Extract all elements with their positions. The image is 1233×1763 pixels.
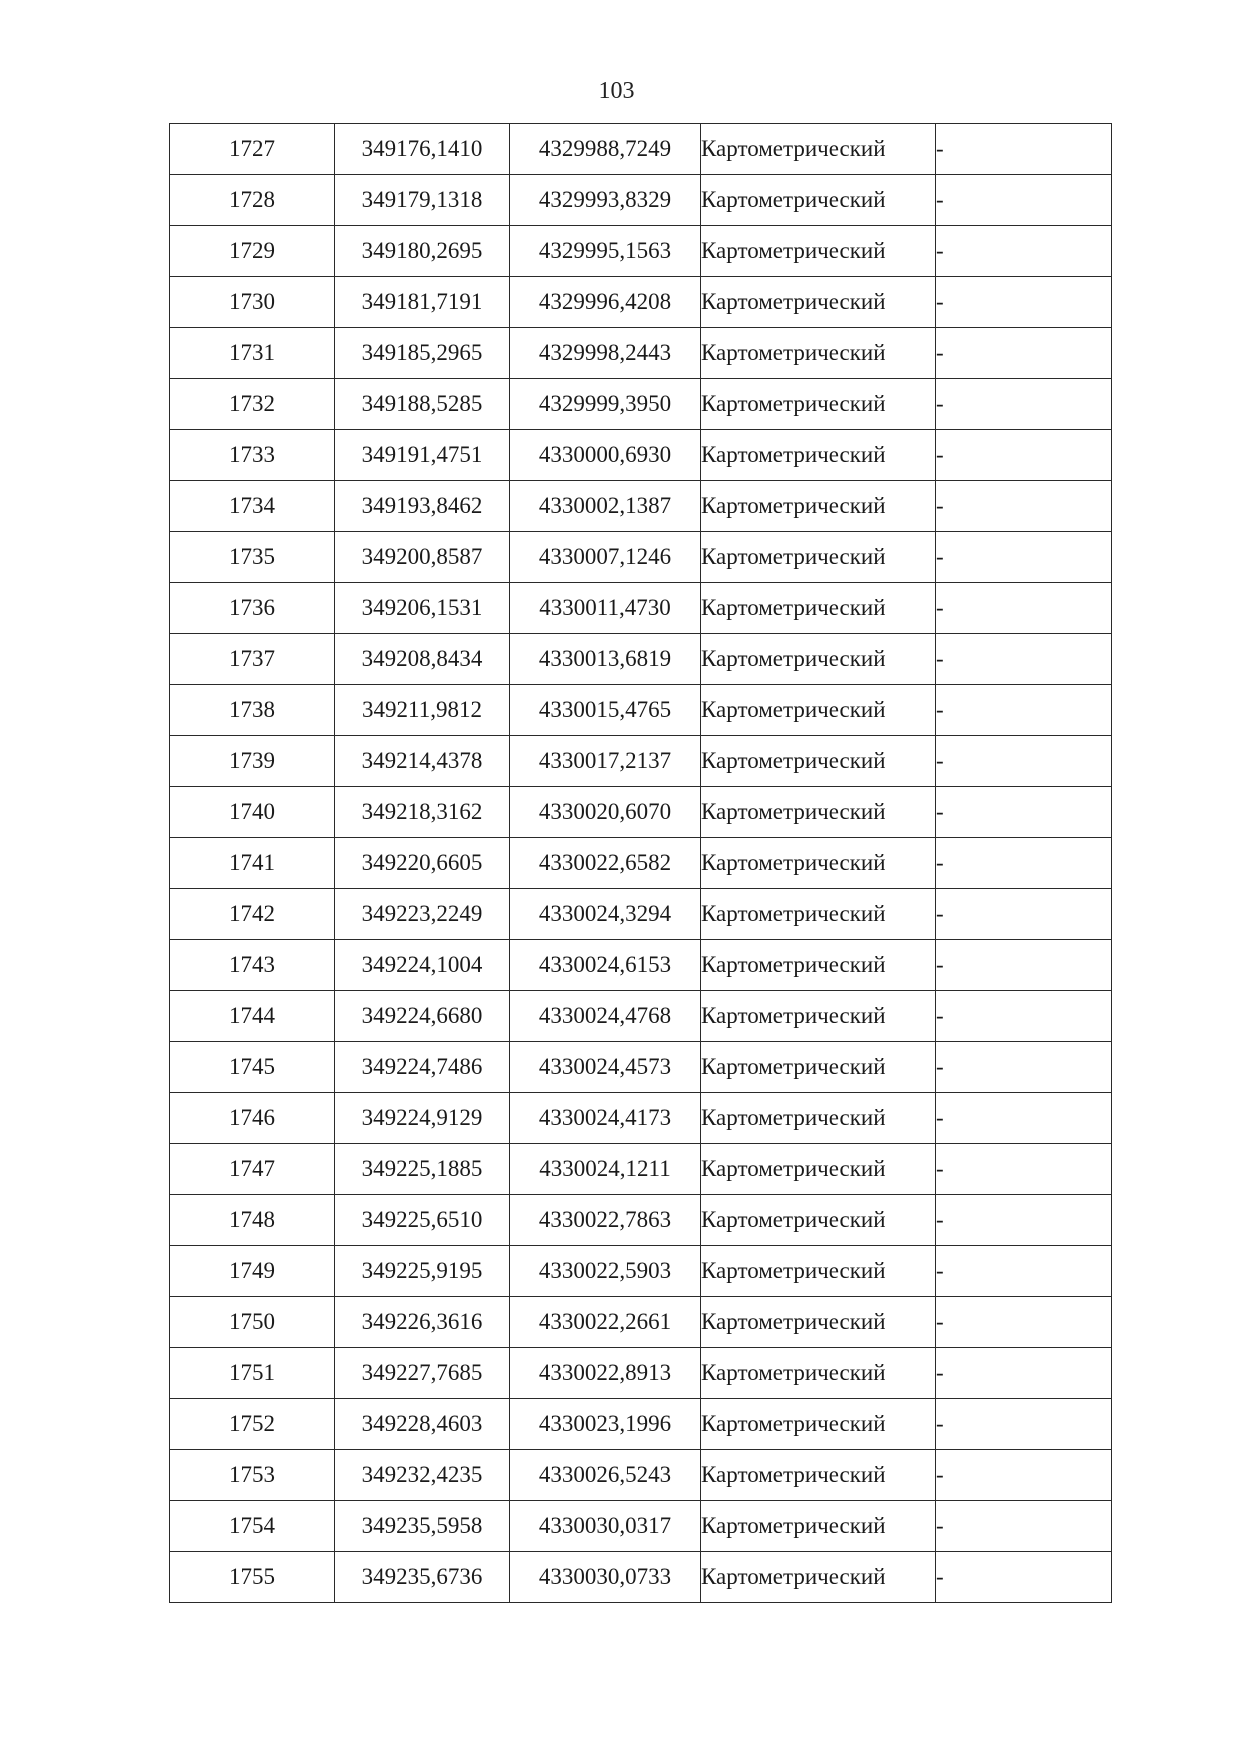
point-number-cell: 1729 <box>170 226 335 277</box>
y-coordinate-cell: 4329999,3950 <box>510 379 701 430</box>
table-row <box>170 175 1112 226</box>
y-coordinate-cell: 4330024,4173 <box>510 1093 701 1144</box>
method-cell: Картометрический <box>701 328 936 379</box>
y-coordinate-cell: 4330022,5903 <box>510 1246 701 1297</box>
note-cell: - <box>936 226 1112 277</box>
note-cell: - <box>936 1195 1112 1246</box>
table-row <box>170 1348 1112 1399</box>
point-number-cell: 1739 <box>170 736 335 787</box>
coordinates-table <box>169 123 1112 1603</box>
y-coordinate-cell: 4330023,1996 <box>510 1399 701 1450</box>
table-row <box>170 1297 1112 1348</box>
y-coordinate-cell: 4329996,4208 <box>510 277 701 328</box>
table-row <box>170 277 1112 328</box>
method-cell: Картометрический <box>701 481 936 532</box>
x-coordinate-cell: 349191,4751 <box>335 430 510 481</box>
point-number-cell: 1734 <box>170 481 335 532</box>
table-row <box>170 1552 1112 1603</box>
note-cell: - <box>936 379 1112 430</box>
table-row <box>170 1195 1112 1246</box>
y-coordinate-cell: 4330002,1387 <box>510 481 701 532</box>
point-number-cell: 1748 <box>170 1195 335 1246</box>
method-cell: Картометрический <box>701 1042 936 1093</box>
note-cell: - <box>936 838 1112 889</box>
method-cell: Картометрический <box>701 1195 936 1246</box>
method-cell: Картометрический <box>701 736 936 787</box>
y-coordinate-cell: 4330024,6153 <box>510 940 701 991</box>
method-cell: Картометрический <box>701 1399 936 1450</box>
y-coordinate-cell: 4330030,0733 <box>510 1552 701 1603</box>
x-coordinate-cell: 349228,4603 <box>335 1399 510 1450</box>
method-cell: Картометрический <box>701 1093 936 1144</box>
x-coordinate-cell: 349225,1885 <box>335 1144 510 1195</box>
x-coordinate-cell: 349188,5285 <box>335 379 510 430</box>
point-number-cell: 1746 <box>170 1093 335 1144</box>
note-cell: - <box>936 124 1112 175</box>
table-row <box>170 1093 1112 1144</box>
point-number-cell: 1741 <box>170 838 335 889</box>
y-coordinate-cell: 4330000,6930 <box>510 430 701 481</box>
table-row <box>170 736 1112 787</box>
table-row <box>170 685 1112 736</box>
x-coordinate-cell: 349185,2965 <box>335 328 510 379</box>
point-number-cell: 1736 <box>170 583 335 634</box>
y-coordinate-cell: 4330026,5243 <box>510 1450 701 1501</box>
x-coordinate-cell: 349224,1004 <box>335 940 510 991</box>
x-coordinate-cell: 349224,6680 <box>335 991 510 1042</box>
table-row <box>170 430 1112 481</box>
table-row <box>170 991 1112 1042</box>
x-coordinate-cell: 349220,6605 <box>335 838 510 889</box>
y-coordinate-cell: 4330022,7863 <box>510 1195 701 1246</box>
table-row <box>170 940 1112 991</box>
coordinates-table-body <box>170 124 1112 1603</box>
note-cell: - <box>936 583 1112 634</box>
y-coordinate-cell: 4329998,2443 <box>510 328 701 379</box>
table-row <box>170 787 1112 838</box>
page-number: 103 <box>598 78 635 104</box>
point-number-cell: 1751 <box>170 1348 335 1399</box>
method-cell: Картометрический <box>701 430 936 481</box>
method-cell: Картометрический <box>701 1552 936 1603</box>
table-row <box>170 1501 1112 1552</box>
x-coordinate-cell: 349225,6510 <box>335 1195 510 1246</box>
point-number-cell: 1730 <box>170 277 335 328</box>
table-row <box>170 1042 1112 1093</box>
x-coordinate-cell: 349225,9195 <box>335 1246 510 1297</box>
table-row <box>170 532 1112 583</box>
table-row <box>170 226 1112 277</box>
table-row <box>170 481 1112 532</box>
point-number-cell: 1733 <box>170 430 335 481</box>
x-coordinate-cell: 349200,8587 <box>335 532 510 583</box>
method-cell: Картометрический <box>701 634 936 685</box>
x-coordinate-cell: 349226,3616 <box>335 1297 510 1348</box>
point-number-cell: 1727 <box>170 124 335 175</box>
x-coordinate-cell: 349176,1410 <box>335 124 510 175</box>
method-cell: Картометрический <box>701 1501 936 1552</box>
point-number-cell: 1732 <box>170 379 335 430</box>
table-row <box>170 1246 1112 1297</box>
table-row <box>170 379 1112 430</box>
point-number-cell: 1745 <box>170 1042 335 1093</box>
table-row <box>170 1399 1112 1450</box>
note-cell: - <box>936 481 1112 532</box>
table-row <box>170 583 1112 634</box>
method-cell: Картометрический <box>701 583 936 634</box>
point-number-cell: 1735 <box>170 532 335 583</box>
x-coordinate-cell: 349224,7486 <box>335 1042 510 1093</box>
method-cell: Картометрический <box>701 889 936 940</box>
x-coordinate-cell: 349224,9129 <box>335 1093 510 1144</box>
point-number-cell: 1728 <box>170 175 335 226</box>
y-coordinate-cell: 4330030,0317 <box>510 1501 701 1552</box>
note-cell: - <box>936 634 1112 685</box>
point-number-cell: 1752 <box>170 1399 335 1450</box>
method-cell: Картометрический <box>701 532 936 583</box>
note-cell: - <box>936 1042 1112 1093</box>
point-number-cell: 1755 <box>170 1552 335 1603</box>
note-cell: - <box>936 328 1112 379</box>
point-number-cell: 1743 <box>170 940 335 991</box>
y-coordinate-cell: 4330024,4573 <box>510 1042 701 1093</box>
method-cell: Картометрический <box>701 226 936 277</box>
note-cell: - <box>936 1144 1112 1195</box>
method-cell: Картометрический <box>701 277 936 328</box>
x-coordinate-cell: 349206,1531 <box>335 583 510 634</box>
y-coordinate-cell: 4330022,2661 <box>510 1297 701 1348</box>
point-number-cell: 1731 <box>170 328 335 379</box>
method-cell: Картометрический <box>701 1246 936 1297</box>
method-cell: Картометрический <box>701 1297 936 1348</box>
x-coordinate-cell: 349211,9812 <box>335 685 510 736</box>
method-cell: Картометрический <box>701 379 936 430</box>
method-cell: Картометрический <box>701 940 936 991</box>
point-number-cell: 1750 <box>170 1297 335 1348</box>
y-coordinate-cell: 4330024,3294 <box>510 889 701 940</box>
x-coordinate-cell: 349227,7685 <box>335 1348 510 1399</box>
y-coordinate-cell: 4330024,4768 <box>510 991 701 1042</box>
method-cell: Картометрический <box>701 685 936 736</box>
table-row <box>170 889 1112 940</box>
method-cell: Картометрический <box>701 991 936 1042</box>
x-coordinate-cell: 349223,2249 <box>335 889 510 940</box>
note-cell: - <box>936 430 1112 481</box>
note-cell: - <box>936 1246 1112 1297</box>
point-number-cell: 1744 <box>170 991 335 1042</box>
point-number-cell: 1740 <box>170 787 335 838</box>
y-coordinate-cell: 4329993,8329 <box>510 175 701 226</box>
method-cell: Картометрический <box>701 124 936 175</box>
method-cell: Картометрический <box>701 787 936 838</box>
note-cell: - <box>936 1093 1112 1144</box>
point-number-cell: 1753 <box>170 1450 335 1501</box>
table-row <box>170 838 1112 889</box>
point-number-cell: 1738 <box>170 685 335 736</box>
y-coordinate-cell: 4329995,1563 <box>510 226 701 277</box>
note-cell: - <box>936 1399 1112 1450</box>
x-coordinate-cell: 349179,1318 <box>335 175 510 226</box>
y-coordinate-cell: 4330011,4730 <box>510 583 701 634</box>
note-cell: - <box>936 1552 1112 1603</box>
y-coordinate-cell: 4330022,6582 <box>510 838 701 889</box>
y-coordinate-cell: 4330020,6070 <box>510 787 701 838</box>
note-cell: - <box>936 685 1112 736</box>
note-cell: - <box>936 736 1112 787</box>
table-row <box>170 328 1112 379</box>
x-coordinate-cell: 349208,8434 <box>335 634 510 685</box>
note-cell: - <box>936 991 1112 1042</box>
note-cell: - <box>936 940 1112 991</box>
table-row <box>170 1144 1112 1195</box>
x-coordinate-cell: 349218,3162 <box>335 787 510 838</box>
method-cell: Картометрический <box>701 838 936 889</box>
method-cell: Картометрический <box>701 1144 936 1195</box>
x-coordinate-cell: 349214,4378 <box>335 736 510 787</box>
y-coordinate-cell: 4329988,7249 <box>510 124 701 175</box>
x-coordinate-cell: 349235,6736 <box>335 1552 510 1603</box>
y-coordinate-cell: 4330007,1246 <box>510 532 701 583</box>
point-number-cell: 1742 <box>170 889 335 940</box>
note-cell: - <box>936 175 1112 226</box>
method-cell: Картометрический <box>701 1348 936 1399</box>
note-cell: - <box>936 1501 1112 1552</box>
note-cell: - <box>936 1348 1112 1399</box>
note-cell: - <box>936 532 1112 583</box>
method-cell: Картометрический <box>701 175 936 226</box>
method-cell: Картометрический <box>701 1450 936 1501</box>
point-number-cell: 1737 <box>170 634 335 685</box>
y-coordinate-cell: 4330017,2137 <box>510 736 701 787</box>
table-row <box>170 124 1112 175</box>
table-row <box>170 634 1112 685</box>
point-number-cell: 1749 <box>170 1246 335 1297</box>
note-cell: - <box>936 1450 1112 1501</box>
note-cell: - <box>936 787 1112 838</box>
point-number-cell: 1747 <box>170 1144 335 1195</box>
y-coordinate-cell: 4330022,8913 <box>510 1348 701 1399</box>
x-coordinate-cell: 349232,4235 <box>335 1450 510 1501</box>
note-cell: - <box>936 277 1112 328</box>
x-coordinate-cell: 349180,2695 <box>335 226 510 277</box>
x-coordinate-cell: 349193,8462 <box>335 481 510 532</box>
note-cell: - <box>936 1297 1112 1348</box>
y-coordinate-cell: 4330013,6819 <box>510 634 701 685</box>
table-row <box>170 1450 1112 1501</box>
note-cell: - <box>936 889 1112 940</box>
point-number-cell: 1754 <box>170 1501 335 1552</box>
x-coordinate-cell: 349181,7191 <box>335 277 510 328</box>
x-coordinate-cell: 349235,5958 <box>335 1501 510 1552</box>
y-coordinate-cell: 4330024,1211 <box>510 1144 701 1195</box>
y-coordinate-cell: 4330015,4765 <box>510 685 701 736</box>
